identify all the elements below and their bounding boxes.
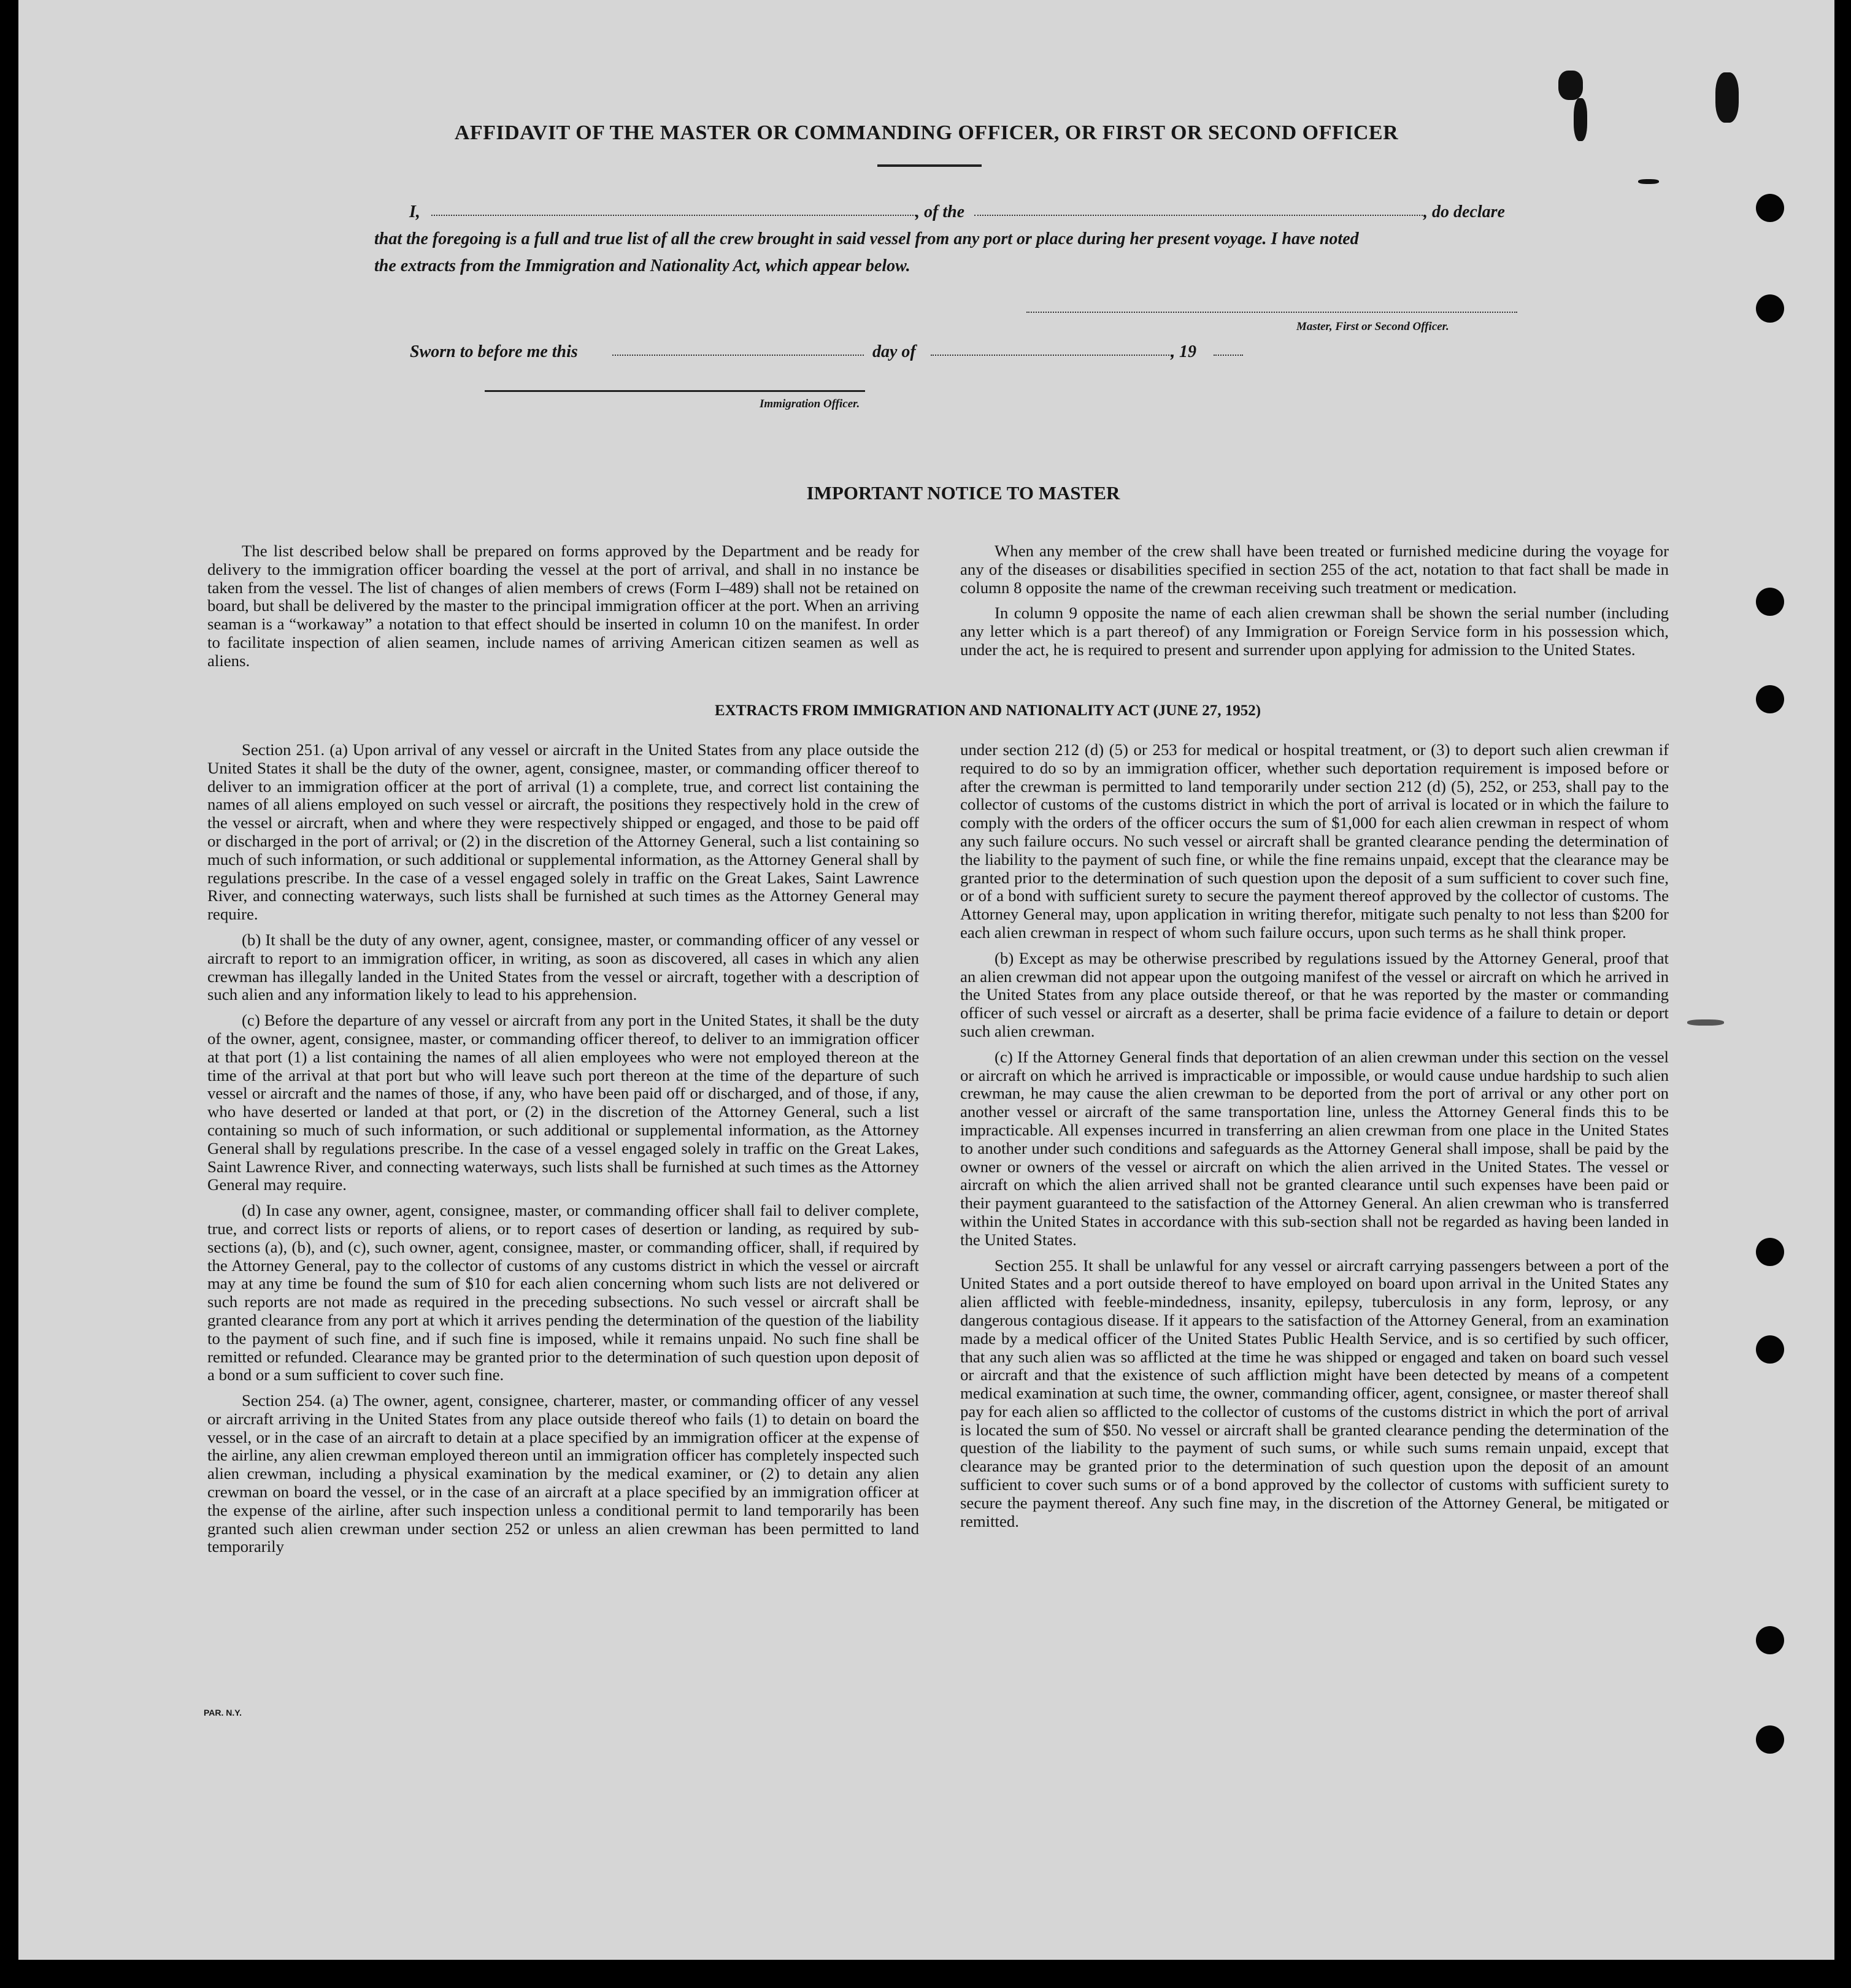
punch-hole <box>1756 588 1784 616</box>
section-paragraph: (c) Before the departure of any vessel or aircraft from any port in the United States, it shall be the duty of the owner, agent, consignee, master, or commanding officer thereof, to deliver to an immigration officer at that port (1) a list containing the names of all alien employees who were not employed thereon at the time of the arrival at that port but who will leave such port thereon at the time of the departure of such vessel or aircraft and the names of those, if any, who have been paid off or discharged, and of those, if any, who have deserted or landed at that port, or (2) in the discretion of the Attorney General, such a list containing so much of such information, or such additional or supplemental information, as the Attorney General shall by regulations prescribe. In the case of a vessel engaged solely in traffic on the Great Lakes, Saint Lawrence River, and connecting waterways, such lists shall be furnished at such times as the Attorney General may require. <box>207 1011 919 1194</box>
year-prefix: , 19 <box>1171 342 1196 361</box>
affidavit-title: AFFIDAVIT OF THE MASTER OR COMMANDING OFFICER, OR FIRST OR SECOND OFFICER <box>454 121 1399 144</box>
punch-hole <box>1756 294 1784 323</box>
section-paragraph: (b) It shall be the duty of any owner, agent, consignee, master, or commanding officer of any vessel or aircraft to report to an immigration officer, in writing, as soon as discovered, all cases in which any alien crewman has illegally landed in the United States from the vessel or aircraft, together with a description of such alien and any information likely to lead to his apprehension. <box>207 930 919 1004</box>
notice-paragraph: In column 9 opposite the name of each alien crewman shall be shown the serial number (including any letter which is a part thereof) of any Immigration or Foreign Service form in his possession which, under the act, he is required to present and surrender upon applying for admission to the United States. <box>960 604 1669 659</box>
section-paragraph: (d) In case any owner, agent, consignee, master, or commanding officer shall fail to deliver complete, true, and correct lists or reports of aliens, or to report cases of desertion or landing, as required by sub-sections (a), (b), and (c), such owner, agent, consignee, master, or commanding officer, shall, if required by the Attorney General, pay to the collector of customs of any customs district in which the vessel or aircraft may at any time be found the sum of $10 for each alien concerning whom such lists are not delivered or such reports are not made as required in the preceding subsections. No such vessel or aircraft shall be granted clearance from any port at which it arrives pending the determination of the question of the liability to the payment of such fine, and if such fine is imposed, while it remains unpaid. No such fine shall be remitted or refunded. Clearance may be granted prior to the determination of such question upon deposit of a bond or a sum sufficient to cover such fine. <box>207 1201 919 1384</box>
officer-signature-line[interactable] <box>485 390 865 392</box>
section-paragraph: (b) Except as may be otherwise prescribed by regulations issued by the Attorney General, proof that an alien crewman did not appear upon the outgoing manifest of the vessel or aircraft on which he arrived in the United States from any place outside thereof, or that he was reported by the master or commanding officer of such vessel or aircraft as a deserter, shall be prima facie evidence of a failure to detain or deport such alien crewman. <box>960 948 1669 1040</box>
title-rule <box>877 164 982 167</box>
punch-hole <box>1756 1238 1784 1266</box>
notice-paragraph: The list described below shall be prepared on forms approved by the Department and be ready for delivery to the immigration officer boarding the vessel at the port of arrival, and shall in no instance be taken from the vessel. The list of changes of alien members of crews (Form I–489) shall not be retained on board, but shall be delivered by the master to the principal immigration officer at the port. When an arriving seaman is a “workaway” a notation to that effect should be inserted in column 10 on the manifest. In order to facilitate inspection of alien seamen, include names of arriving American citizen seamen as well as aliens. <box>207 542 919 670</box>
document-page <box>18 0 1834 1960</box>
officer-signature-label: Immigration Officer. <box>760 397 860 410</box>
section-paragraph: under section 212 (d) (5) or 253 for medical or hospital treatment, or (3) to deport such alien crewman if required to do so by an immigration officer, whether such deportation requirement is imposed before or after the crewman is permitted to land temporarily under section 212 (d) (5), 252, or 253, shall pay to the collector of customs of the customs district in which the port of arrival is located or in which the failure to comply with the orders of the officer occurs the sum of $1,000 for each alien crewman in respect of whom any such failure occurs. No such vessel or aircraft shall be granted clearance pending the determination of the liability to the payment of such fine, or while the fine remains unpaid, except that the clearance may be granted prior to the determination of such question upon the deposit of a sum sufficient to cover such fine, or of a bond with sufficient surety to secure the payment thereof approved by the collector of customs. The Attorney General may, upon application in writing therefor, mitigate such penalty to not less than $200 for each alien crewman in respect of whom such failure occurs, upon such terms as he shall think proper. <box>960 740 1669 942</box>
master-signature-line[interactable] <box>1026 312 1517 313</box>
printer-code: PAR. N.Y. <box>204 1708 242 1717</box>
extracts-right-column <box>960 741 1669 1538</box>
day-of-label: day of <box>872 342 916 361</box>
punch-hole <box>1756 1725 1784 1754</box>
sworn-day-line[interactable] <box>612 355 864 356</box>
section-paragraph: Section 251. (a) Upon arrival of any vessel or aircraft in the United States from any place outside the United States it shall be the duty of the owner, agent, consignee, master, or commanding officer thereof to deliver to an immigration officer at the port of arrival (1) a complete, true, and correct list containing the names of all aliens employed on such vessel or aircraft, the positions they respectively hold in the crew of the vessel or aircraft, when and where they were respectively shipped or engaged, and those to be paid off or discharged in the port of arrival; or (2) in the discretion of the Attorney General, such a list containing so much of such information, or such additional or supplemental information, as the Attorney General shall by regulations prescribe. In the case of a vessel engaged solely in traffic on the Great Lakes, Saint Lawrence River, and connecting waterways, such lists shall be furnished at such times as the Attorney General may require. <box>207 740 919 924</box>
ink-blot <box>1558 71 1583 100</box>
ink-blot <box>1638 179 1659 184</box>
notice-left-column <box>207 542 919 678</box>
do-declare-label: , do declare <box>1423 202 1505 221</box>
ink-blot <box>1715 72 1739 123</box>
sworn-prefix: Sworn to before me this <box>410 342 578 361</box>
notice-right-column <box>960 542 1669 667</box>
punch-hole <box>1756 1626 1784 1654</box>
declaration-line-2: that the foregoing is a full and true list of all the crew brought in said vessel from any port or place during her present voyage. I have noted <box>374 229 1359 248</box>
declaration-line-3: the extracts from the Immigration and Nationality Act, which appear below. <box>374 256 910 275</box>
declarant-label: I, <box>409 202 420 221</box>
master-signature-label: Master, First or Second Officer. <box>1296 320 1449 333</box>
sworn-month-line[interactable] <box>931 355 1174 356</box>
section-paragraph: Section 255. It shall be unlawful for any vessel or aircraft carrying passengers between a port of the United States and a port outside thereof to have employed on board upon arrival in the United States any alien afflicted with feeble-mindedness, insanity, epilepsy, tuberculosis in any form, leprosy, or any dangerous contagious disease. If it appears to the satisfaction of the Attorney General, from an examination made by a medical officer of the United States Public Health Service, and is so certified by such officer, that any such alien was so afflicted at the time he was shipped or engaged and taken on board such vessel or aircraft and that the existence of such affliction might have been detected by means of a competent medical examination at such time, the owner, commanding officer, agent, consignee, or master thereof shall pay for each alien so afflicted to the collector of customs of the customs district in which the port of arrival is located the sum of $50. No vessel or aircraft shall be granted clearance pending the determination of the question of the liability to the payment of such sums, or while such sums remain unpaid, except that clearance may be granted prior to the determination of such question upon the deposit of an amount sufficient to cover such sums or of a bond approved by the collector of customs with sufficient surety to secure the payment thereof. Any such fine may, in the discretion of the Attorney General, be mitigated or remitted. <box>960 1256 1669 1530</box>
punch-hole <box>1756 194 1784 222</box>
extracts-title: EXTRACTS FROM IMMIGRATION AND NATIONALITY ACT (JUNE 27, 1952) <box>714 702 1261 719</box>
notice-title: IMPORTANT NOTICE TO MASTER <box>806 482 1120 504</box>
ink-blot <box>1687 1019 1724 1026</box>
notice-paragraph: When any member of the crew shall have been treated or furnished medicine during the voyage for any of the diseases or disabilities specified in section 255 of the act, notation to that fact shall be made in column 8 opposite the name of the crewman receiving such treatment or medication. <box>960 542 1669 597</box>
section-paragraph: (c) If the Attorney General finds that deportation of an alien crewman under this section on the vessel or aircraft on which he arrived is impracticable or impossible, or would cause undue hardship to such alien crewman, he may cause the alien crewman to be deported from the port of arrival or any other port on another vessel or aircraft of the same transportation line, unless the Attorney General finds this to be impracticable. All expenses incurred in transferring an alien crewman from one place in the United States to another under such conditions and safeguards as the Attorney General shall impose, shall be paid by the owner or owners of the vessel or aircraft on which the alien arrived in the United States. The vessel or aircraft on which the alien arrived shall not be granted clearance until such expenses have been paid or their payment guaranteed to the satisfaction of the Attorney General. An alien crewman who is transferred within the United States in accordance with this sub-section shall not be regarded as having been landed in the United States. <box>960 1047 1669 1249</box>
section-paragraph: Section 254. (a) The owner, agent, consignee, charterer, master, or commanding officer of any vessel or aircraft arriving in the United States from any place outside thereof who fails (1) to detain on board the vessel, or in the case of an aircraft to detain at a place specified by an immigration officer at the expense of the airline, any alien crewman employed thereon until an immigration officer has completely inspected such alien crewman, including a physical examination by the medical examiner, or (2) to detain any alien crewman on board the vessel, or in the case of an aircraft at a place specified by an immigration officer at the expense of the airline, after such inspection unless a conditional permit to land temporarily has been granted such alien crewman under section 252 or unless an alien crewman has been permitted to land temporarily <box>207 1391 919 1556</box>
extracts-left-column <box>207 741 919 1564</box>
vessel-name-line[interactable] <box>974 215 1425 216</box>
punch-hole <box>1756 1335 1784 1364</box>
sworn-year-line[interactable] <box>1214 355 1243 356</box>
declarant-name-line[interactable] <box>431 215 916 216</box>
of-the-label: , of the <box>915 202 965 221</box>
